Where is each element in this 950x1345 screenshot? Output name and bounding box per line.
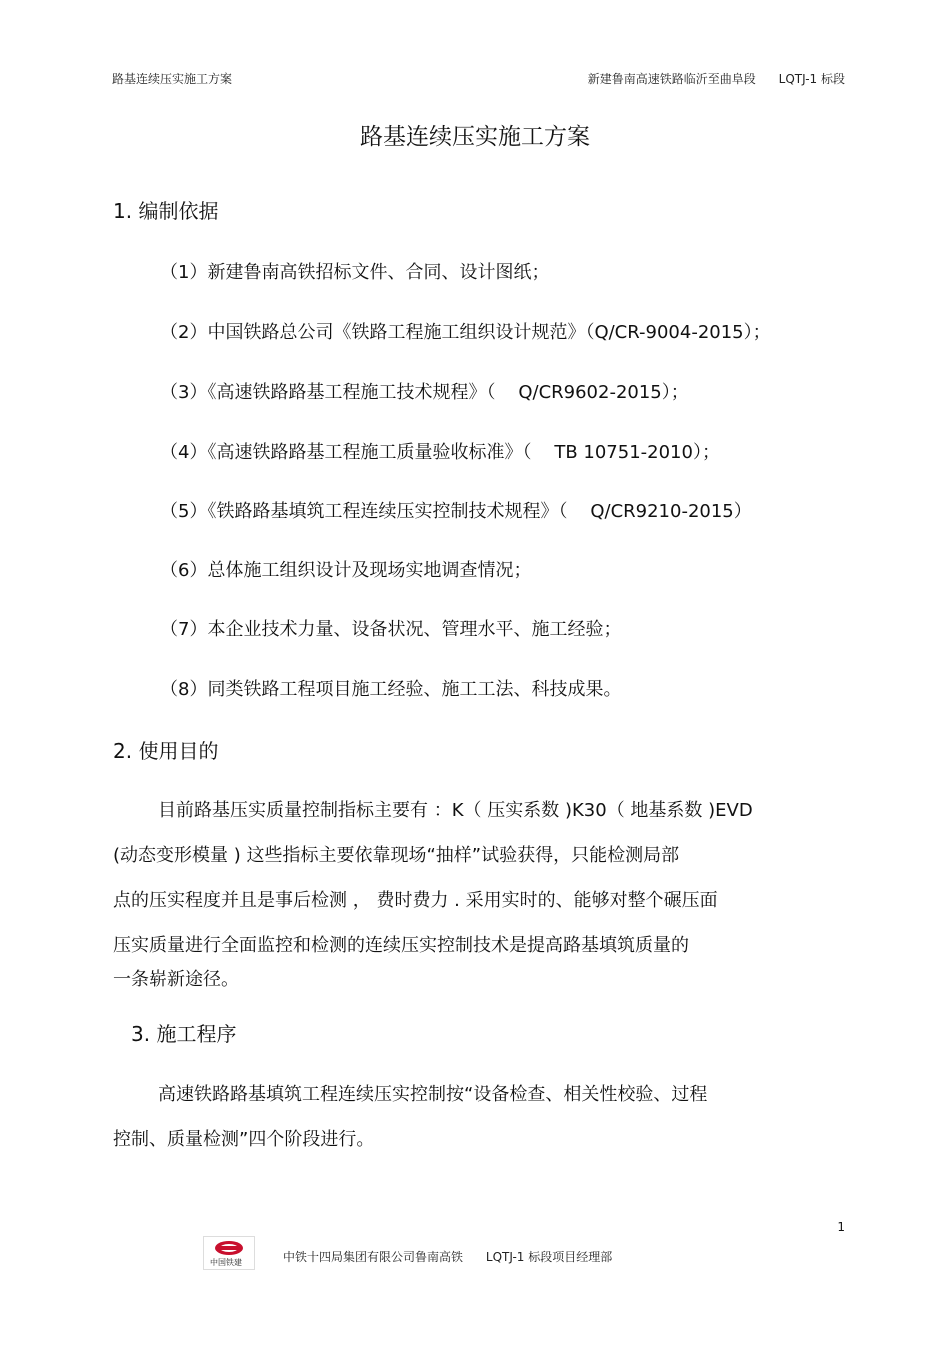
basis-item-2: （2）中国铁路总公司《铁路工程施工组织设计规范》（Q/CR-9004-2015）； [160,322,771,343]
basis-item-3: （3）《高速铁路路基工程施工技术规程》（ Q/CR9602-2015）； [160,382,689,403]
company-logo [203,1236,255,1270]
basis-item-1: （1）新建鲁南高铁招标文件、合同、设计图纸； [160,262,550,283]
purpose-line-3: 点的压实程度并且是事后检测 ， 费时费力 . 采用实时的、能够对整个碾压面 [113,890,718,911]
page-title: 路基连续压实施工方案 [360,124,590,150]
purpose-line-2: (动态变形模量 ) 这些指标主要依靠现场“抽样”试验获得，只能检测局部 [113,845,680,866]
purpose-line-4: 压实质量进行全面监控和检测的连续压实控制技术是提高路基填筑质量的 [113,935,689,956]
logo-text: 中国铁建 [210,1258,242,1267]
basis-item-7: （7）本企业技术力量、设备状况、管理水平、施工经验； [160,619,622,640]
basis-item-8: （8）同类铁路工程项目施工经验、施工工法、科技成果。 [160,679,622,700]
footer-text: 中铁十四局集团有限公司鲁南高铁 LQTJ-1 标段项目经理部 [283,1250,613,1264]
basis-item-5: （5）《铁路路基填筑工程连续压实控制技术规程》（ Q/CR9210-2015） [160,501,752,522]
procedure-paragraph [113,1072,853,1162]
header-left: 路基连续压实施工方案 [112,72,233,86]
section-heading-1: 1. 编制依据 [113,199,219,223]
purpose-paragraph [113,788,853,992]
header-right: 新建鲁南高速铁路临沂至曲阜段 LQTJ-1 标段 [587,72,845,86]
basis-item-6: （6）总体施工组织设计及现场实地调查情况； [160,560,532,581]
purpose-line-5: 一条崭新途径。 [113,969,239,990]
basis-item-4: （4）《高速铁路路基工程施工质量验收标准》（ TB 10751-2010）； [160,442,720,463]
procedure-line-2: 控制、质量检测”四个阶段进行。 [113,1129,375,1150]
purpose-line-1: 目前路基压实质量控制指标主要有 ：K（ 压实系数 )K30（ 地基系数 )EVD [158,800,753,821]
section-heading-2: 2. 使用目的 [113,739,219,763]
procedure-line-1: 高速铁路路基填筑工程连续压实控制按“设备检查、相关性校验、过程 [158,1084,708,1105]
page-number: 1 [837,1220,845,1234]
section-heading-3: 3. 施工程序 [131,1022,237,1046]
